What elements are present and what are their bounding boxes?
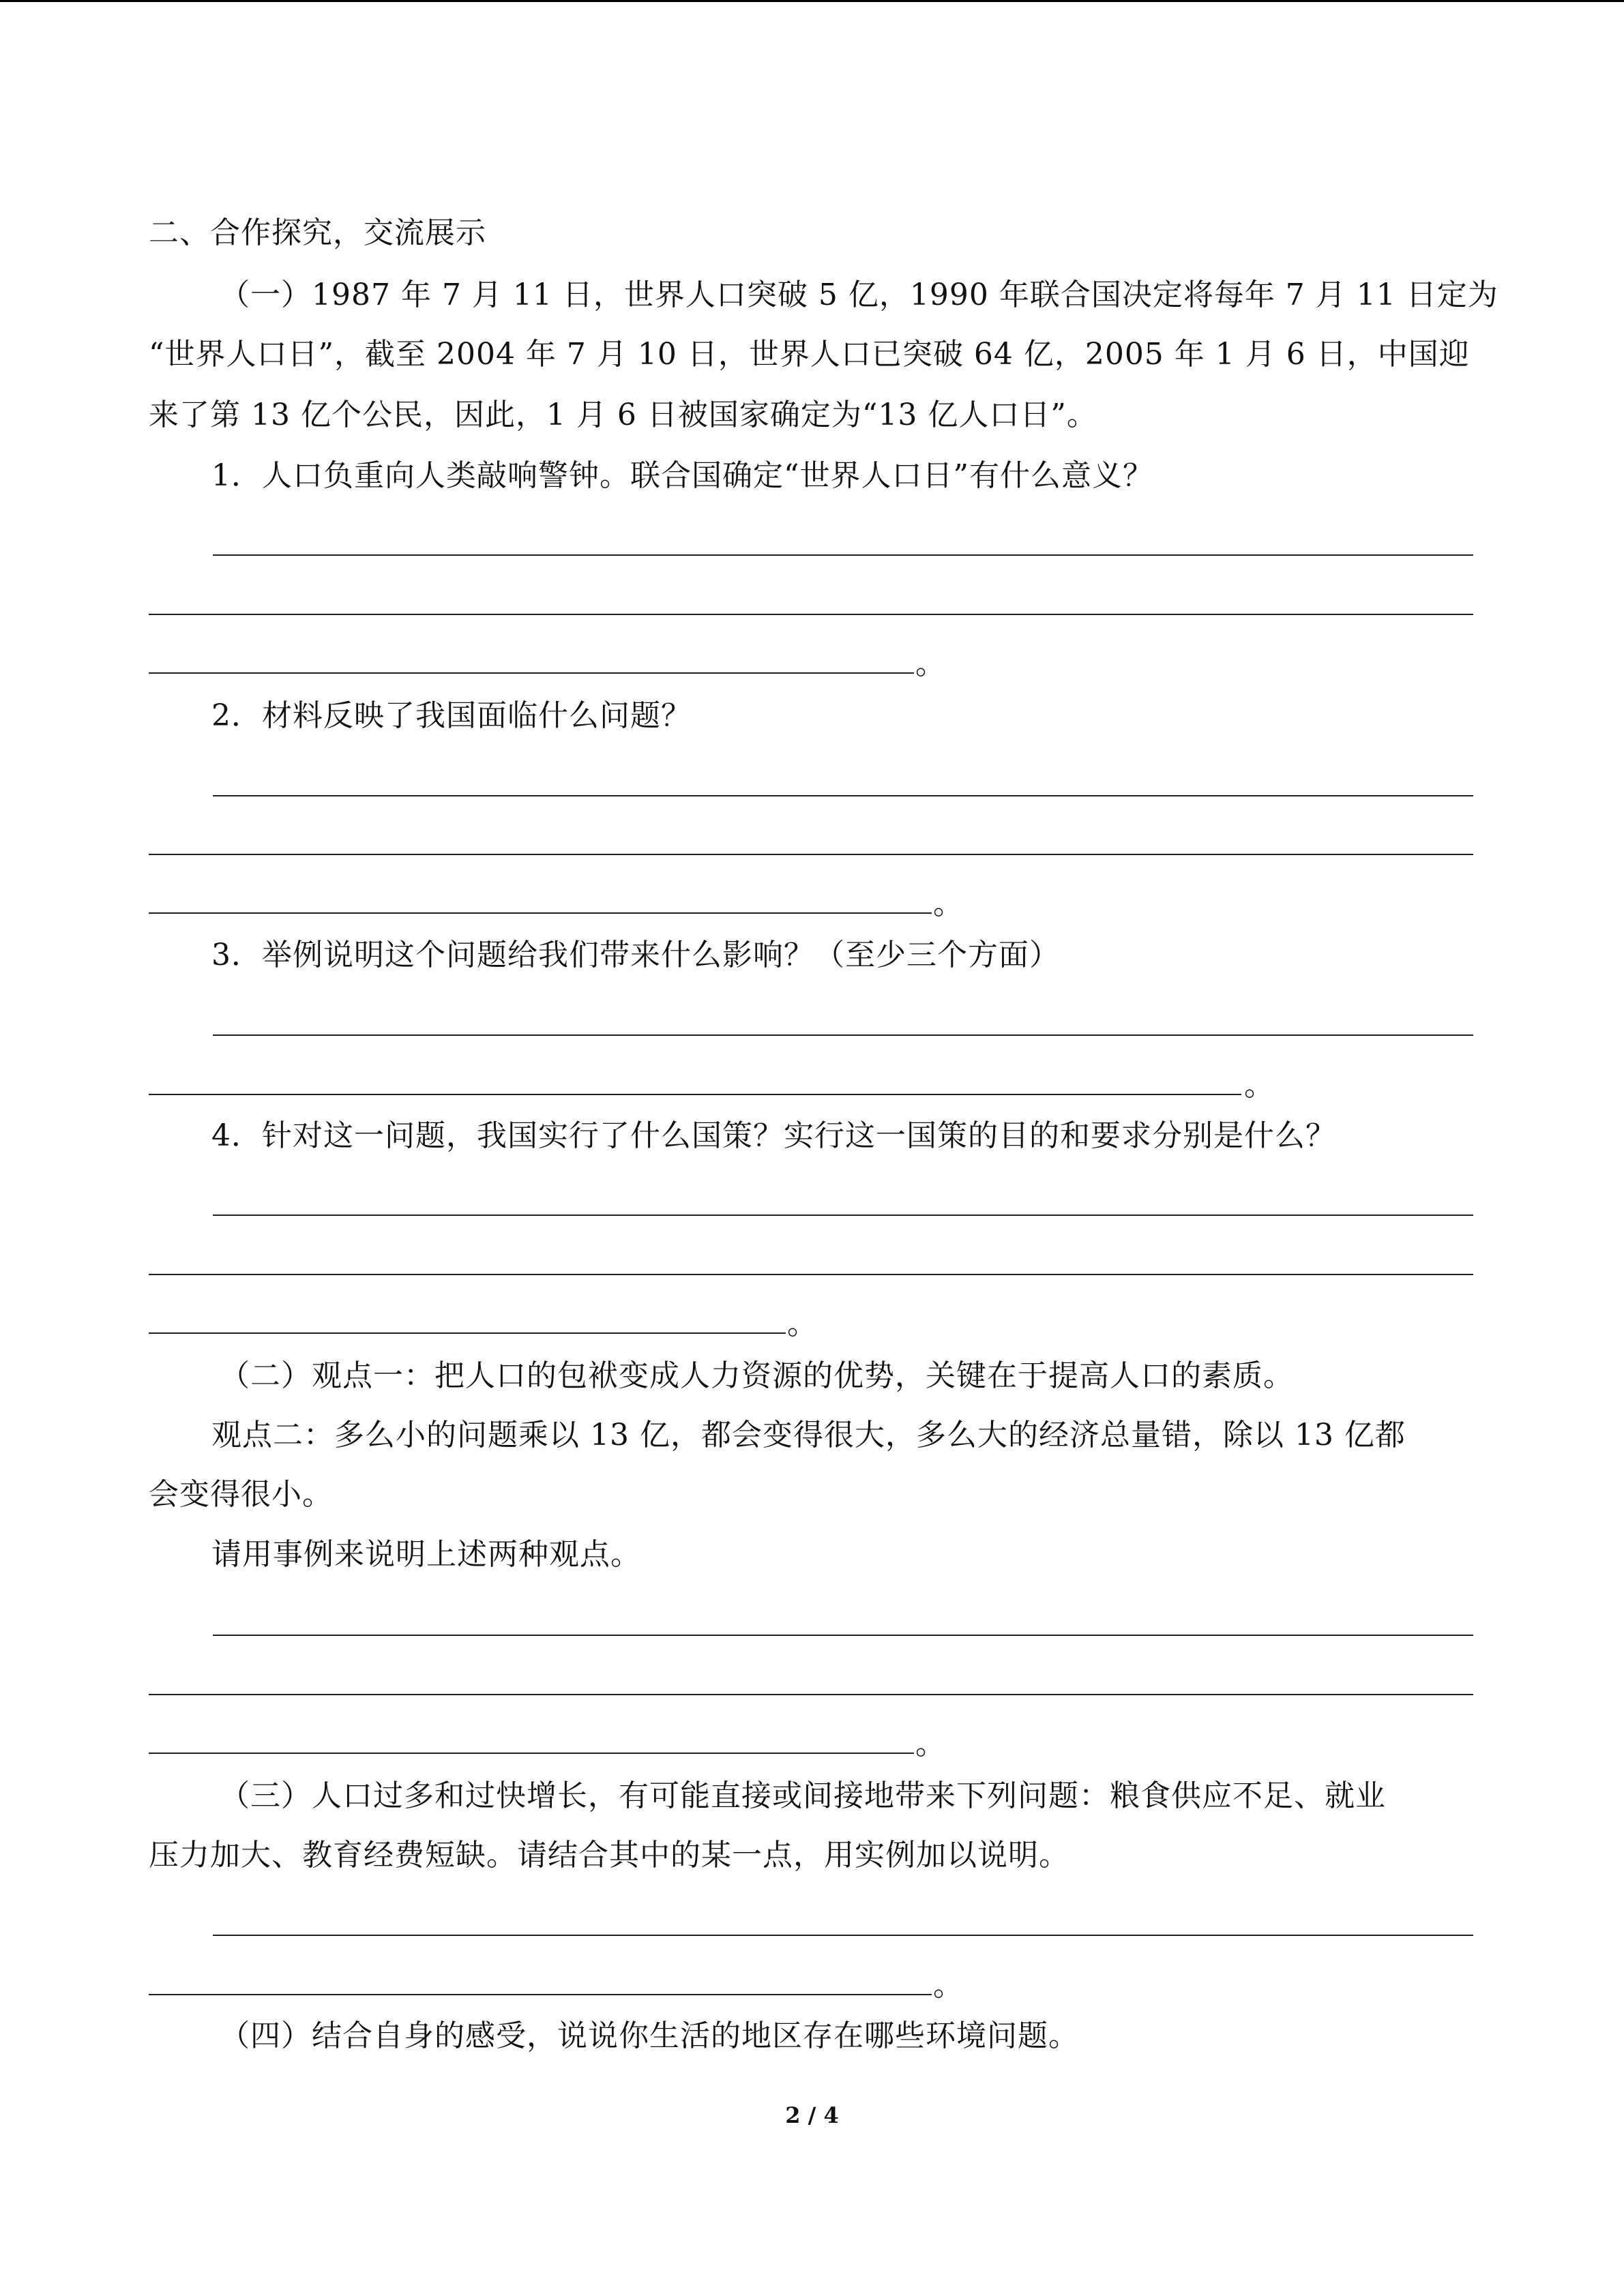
answer-line[interactable] (149, 1274, 1473, 1275)
answer-line[interactable] (213, 554, 1473, 556)
part2-prompt: 请用事例来说明上述两种观点。 (211, 1537, 641, 1572)
answer-line[interactable] (149, 1094, 1241, 1095)
question-1: 1．人口负重向人类敲响警钟。联合国确定“世界人口日”有什么意义？ (211, 458, 1153, 493)
answer-line[interactable] (213, 1935, 1473, 1936)
part1-intro-line-2: “世界人口日”，截至 2004 年 7 月 10 日，世界人口已突破 64 亿，2005 年 1 月 6 日，中国迎 (149, 337, 1470, 372)
answer-line[interactable] (149, 912, 932, 914)
answer-end-mark: 。 (915, 646, 945, 681)
answer-line[interactable] (149, 672, 914, 674)
answer-line[interactable] (213, 1635, 1473, 1636)
answer-line[interactable] (149, 1694, 1473, 1695)
section-heading: 二、合作探究，交流展示 (149, 215, 486, 250)
answer-end-mark: 。 (1244, 1068, 1274, 1103)
answer-line[interactable] (149, 1994, 932, 1995)
question-4: 4．针对这一问题，我国实行了什么国策？实行这一国策的目的和要求分别是什么？ (211, 1118, 1336, 1153)
answer-line[interactable] (149, 614, 1473, 615)
part3-line-2: 压力加大、教育经费短缺。请结合其中的某一点，用实例加以说明。 (149, 1838, 1069, 1873)
answer-line[interactable] (213, 1034, 1473, 1036)
top-border-rule (0, 0, 1624, 2)
answer-line[interactable] (213, 1214, 1473, 1216)
answer-line[interactable] (149, 854, 1473, 855)
part2-view-2-line-1: 观点二：多么小的问题乘以 13 亿，都会变得很大，多么大的经济总量错，除以 13 亿都 (211, 1418, 1406, 1452)
answer-line[interactable] (213, 795, 1473, 796)
part1-intro-line-1: （一）1987 年 7 月 11 日，世界人口突破 5 亿，1990 年联合国决定将每年 7 月 11 日定为 (220, 278, 1498, 312)
part1-intro-line-3: 来了第 13 亿个公民，因此，1 月 6 日被国家确定为“13 亿人口日”。 (149, 398, 1097, 432)
part4-question: （四）结合自身的感受，说说你生活的地区存在哪些环境问题。 (220, 2018, 1079, 2053)
question-2: 2．材料反映了我国面临什么问题？ (211, 698, 692, 733)
answer-end-mark: 。 (933, 886, 963, 921)
answer-line[interactable] (149, 1332, 786, 1334)
answer-end-mark: 。 (787, 1307, 817, 1341)
part2-view-2-line-2: 会变得很小。 (149, 1477, 333, 1512)
part3-line-1: （三）人口过多和过快增长，有可能直接或间接地带来下列问题：粮食供应不足、就业 (220, 1778, 1386, 1813)
answer-end-mark: 。 (933, 1968, 963, 2003)
answer-end-mark: 。 (915, 1727, 945, 1761)
page-number: 2 / 4 (785, 2102, 839, 2128)
question-3: 3．举例说明这个问题给我们带来什么影响？（至少三个方面） (211, 938, 1060, 972)
part2-view-1: （二）观点一：把人口的包袱变成人力资源的优势，关键在于提高人口的素质。 (220, 1358, 1294, 1393)
answer-line[interactable] (149, 1753, 914, 1754)
